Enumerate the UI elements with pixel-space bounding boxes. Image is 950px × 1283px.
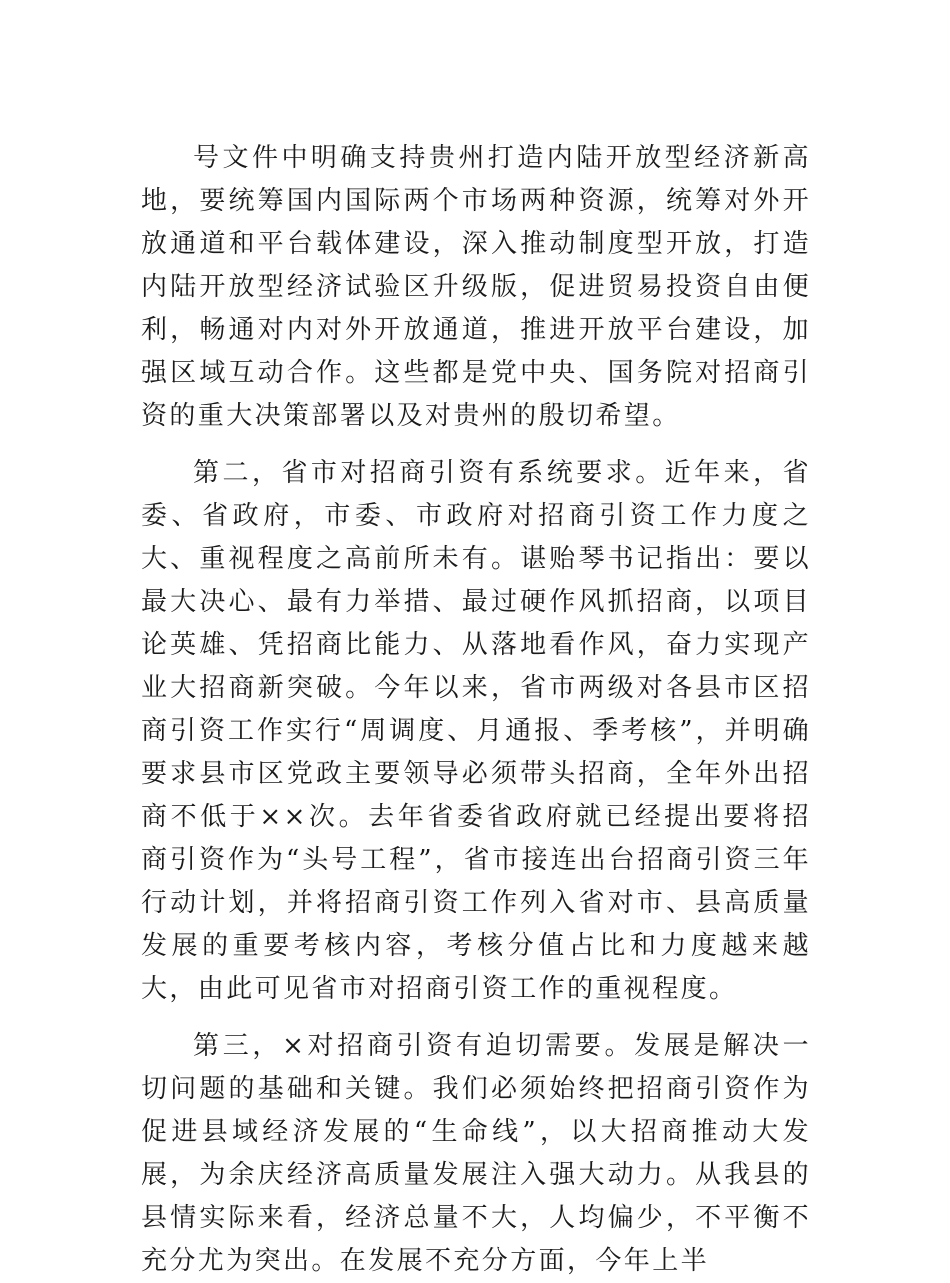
paragraph-3: 第三，×对招商引资有迫切需要。发展是解决一切问题的基础和关键。我们必须始终把招商引资作为促进县域经济发展的“生命线”，以大招商推动大发展，为余庆经济高质量发展注入强大动力。从我县的县情实际来看，经济总量不大，人均偏少，不平衡不充分尤为突出。在发展不充分方面，今年上半: [141, 1031, 811, 1276]
document-body: [141, 137, 811, 1283]
paragraph-2: 第二，省市对招商引资有系统要求。近年来，省委、省政府，市委、市政府对招商引资工作力度之大、重视程度之高前所未有。谌贻琴书记指出：要以最大决心、最有力举措、最过硬作风抓招商，以项目论英雄、凭招商比能力、从落地看作风，奋力实现产业大招商新突破。今年以来，省市两级对各县市区招商引资工作实行“周调度、月通报、季考核”，并明确要求县市区党政主要领导必须带头招商，全年外出招商不低于××次。去年省委省政府就已经提出要将招商引资作为“头号工程”，省市接连出台招商引资三年行动计划，并将招商引资工作列入省对市、县高质量发展的重要考核内容，考核分值占比和力度越来越大，由此可见省市对招商引资工作的重视程度。: [141, 458, 811, 1004]
paragraph-1: 号文件中明确支持贵州打造内陆开放型经济新高地，要统筹国内国际两个市场两种资源，统筹对外开放通道和平台载体建设，深入推动制度型开放，打造内陆开放型经济试验区升级版，促进贸易投资自由便利，畅通对内对外开放通道，推进开放平台建设，加强区域互动合作。这些都是党中央、国务院对招商引资的重大决策部署以及对贵州的殷切希望。: [141, 143, 811, 431]
